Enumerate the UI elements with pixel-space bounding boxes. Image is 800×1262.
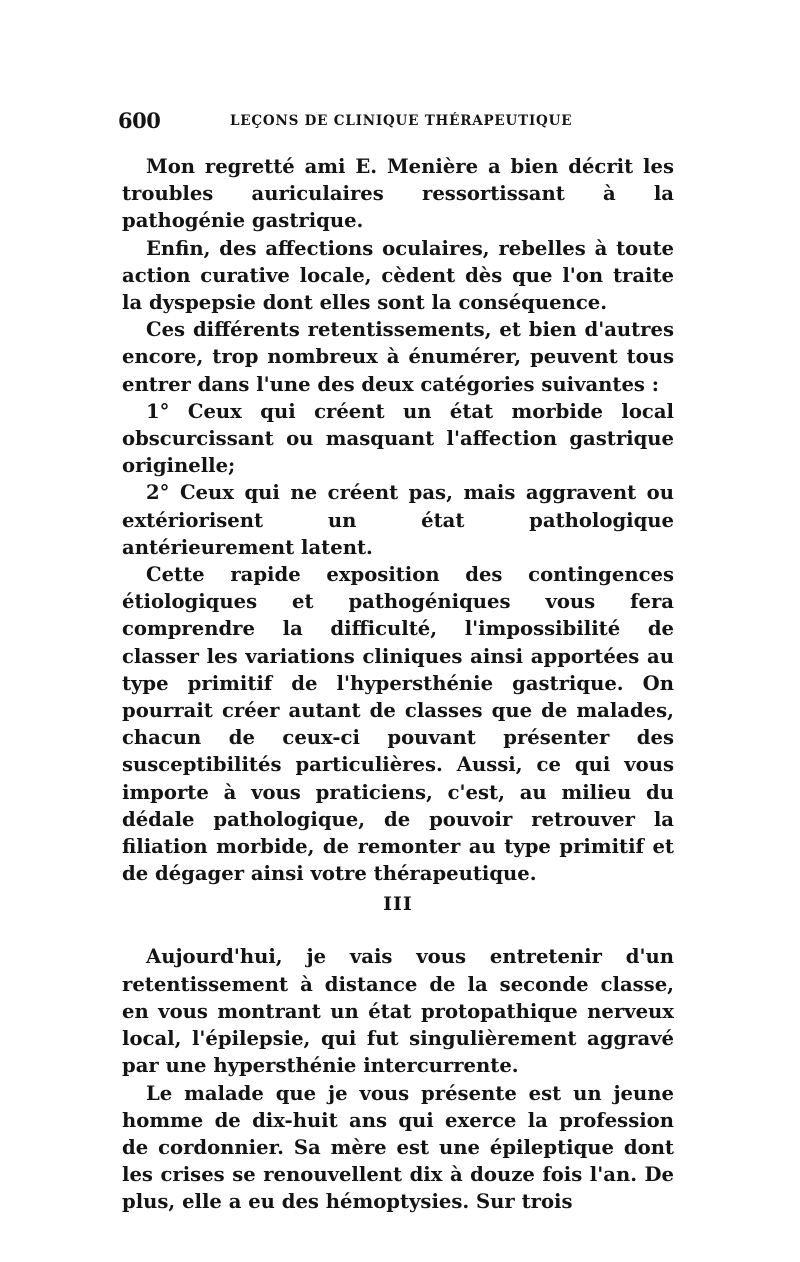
- running-head: [118, 108, 678, 138]
- paragraph-epilepsy: Aujourd'hui, je vais vous entretenir d'un retentissement à distance de la seconde classe, en vous montrant un état protopathique nerveux local, l'épilepsie, qui fut singulièrement aggravé par une hypersthénie intercurrente.: [122, 945, 674, 1078]
- paragraph-meniere: Mon regretté ami E. Menière a bien décrit les troubles auriculaires ressortissant à la pathogénie gastrique.: [122, 155, 674, 233]
- paragraph-patient: Le malade que je vous présente est un jeune homme de dix-huit ans qui exerce la profession de cordonnier. Sa mère est une épileptique dont les crises se renouvellent dix à douze fois l'an. De plus, elle a eu des hémoptysies. Sur trois: [122, 1081, 674, 1214]
- running-title: LEÇONS DE CLINIQUE THÉRAPEUTIQUE: [230, 113, 573, 129]
- paragraph-categories: Ces différents retentissements, et bien d'autres encore, trop nombreux à énumérer, peuvent tous entrer dans l'une des deux catégories suivantes :: [122, 318, 674, 396]
- section-marker: III: [383, 893, 413, 916]
- paragraph-category-1: 1° Ceux qui créent un état morbide local obscurcissant ou masquant l'affection gastrique originelle;: [122, 399, 674, 478]
- paragraph-exposition: Cette rapide exposition des contingences étiologiques et pathogéniques vous fera comprendre la difficulté, l'impossibilité de classer les variations cliniques ainsi apportées au type primitif de l'hypersthénie gastrique. On pourrait créer autant de classes que de malades, chacun de ceux-ci pouvant présenter des susceptibilités particulières. Aussi, ce qui vous importe à vous praticiens, c'est, au milieu du dédale pathologique, de pouvoir retrouver la filiation morbide, de remonter au type primitif et de dégager ainsi votre thérapeutique.: [122, 563, 674, 886]
- body-text: [122, 153, 674, 1216]
- page-number: 600: [118, 108, 161, 133]
- paragraph-ocular-affections: Enfin, des affections oculaires, rebelles à toute action curative locale, cèdent dès que l'on traite la dyspepsie dont elles sont la conséquence.: [122, 236, 674, 315]
- paragraph-category-2: 2° Ceux qui ne créent pas, mais aggravent ou extériorisent un état pathologique antérieurement latent.: [122, 481, 674, 559]
